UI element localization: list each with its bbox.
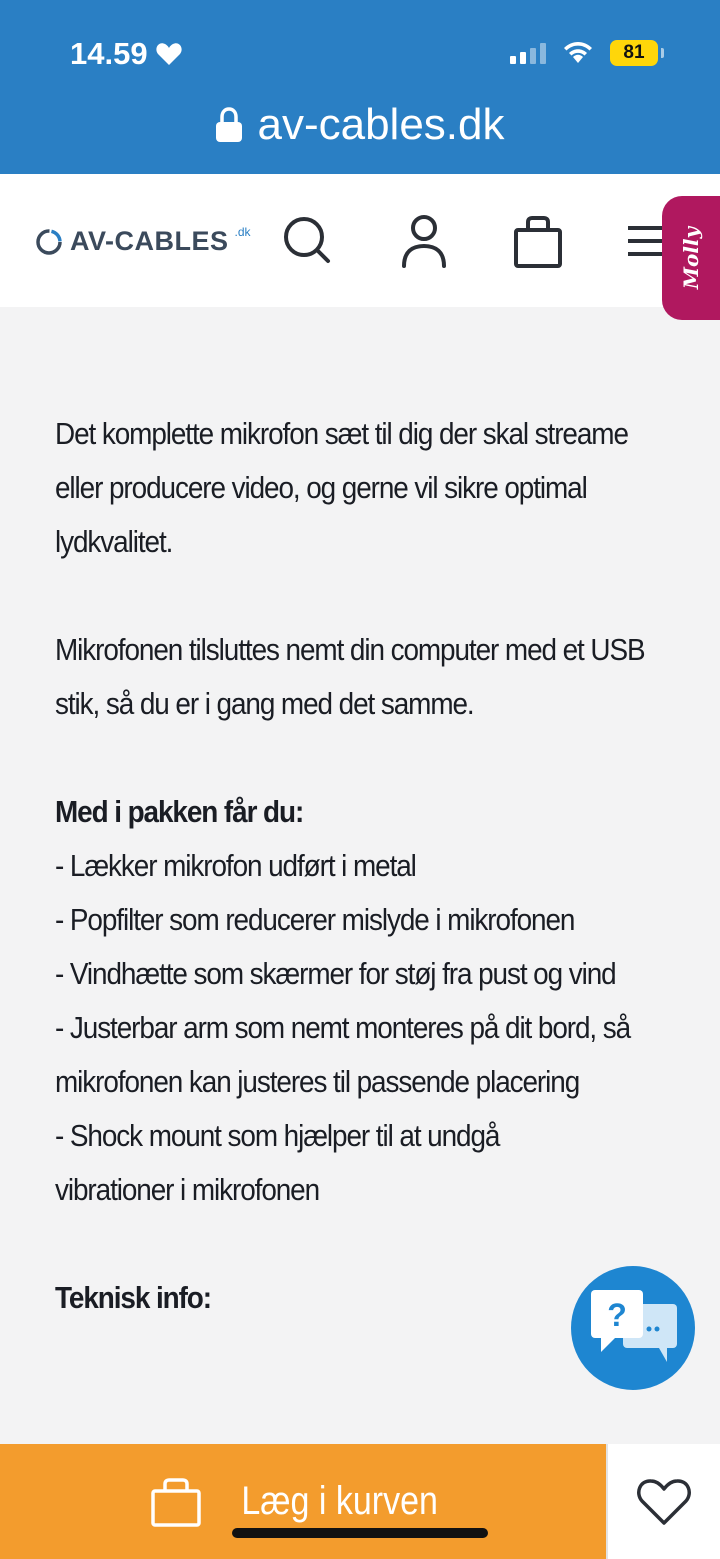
account-icon[interactable]	[396, 210, 452, 270]
search-icon[interactable]	[278, 210, 334, 270]
status-indicators	[510, 40, 658, 66]
status-time	[70, 36, 182, 72]
molly-assistant-tab[interactable]	[662, 196, 720, 320]
intro-paragraph: Det komplette mikrofon sæt til dig der skal streame eller producere video, og gerne vil sikre optimal lydkvalitet.	[55, 416, 628, 559]
package-title: Med i pakken får du:	[55, 794, 304, 829]
home-indicator	[232, 1528, 488, 1538]
lock-icon	[215, 107, 243, 143]
address-bar[interactable]	[0, 100, 720, 150]
browser-top-bar	[0, 0, 720, 174]
help-chat-button[interactable]	[571, 1266, 695, 1390]
chat-help-icon	[571, 1266, 695, 1390]
wishlist-button[interactable]	[606, 1444, 720, 1559]
logo-text: AV-CABLES	[70, 226, 229, 256]
heart-icon	[636, 1477, 692, 1527]
list-item: - Popfilter som reducerer mislyde i mikrofonen	[55, 902, 575, 937]
logo-mark-icon	[34, 227, 64, 257]
status-time-text: 14.59	[70, 36, 148, 71]
cart-bag-icon	[150, 1477, 202, 1527]
tech-info-title: Teknisk info:	[55, 1280, 211, 1315]
list-item: - Vindhætte som skærmer for støj fra pust og vind	[55, 956, 616, 991]
list-item: - Shock mount som hjælper til at undgå vibrationer i mikrofonen	[55, 1118, 500, 1207]
add-to-cart-label: Læg i kurven	[241, 1479, 439, 1523]
usb-paragraph: Mikrofonen tilsluttes nemt din computer med et USB stik, så du er i gang med det samme.	[55, 632, 645, 721]
battery-indicator: 81	[610, 40, 658, 66]
list-item: - Lækker mikrofon udført i metal	[55, 848, 416, 883]
heart-status-icon	[156, 42, 182, 66]
site-header	[0, 174, 720, 307]
site-logo[interactable]	[34, 226, 251, 257]
add-to-cart-button[interactable]	[0, 1444, 606, 1559]
svg-text:?: ?	[607, 1297, 627, 1333]
bottom-action-bar	[0, 1444, 720, 1559]
cellular-signal-icon	[510, 42, 546, 64]
molly-label: Molly	[679, 226, 704, 290]
logo-suffix: .dk	[234, 224, 251, 239]
product-description	[55, 307, 675, 1325]
cart-icon[interactable]	[510, 210, 566, 270]
wifi-icon	[562, 41, 594, 65]
url-text: av-cables.dk	[257, 100, 505, 149]
list-item: - Justerbar arm som nemt monteres på dit bord, så mikrofonen kan justeres til passende placering	[55, 1010, 631, 1099]
